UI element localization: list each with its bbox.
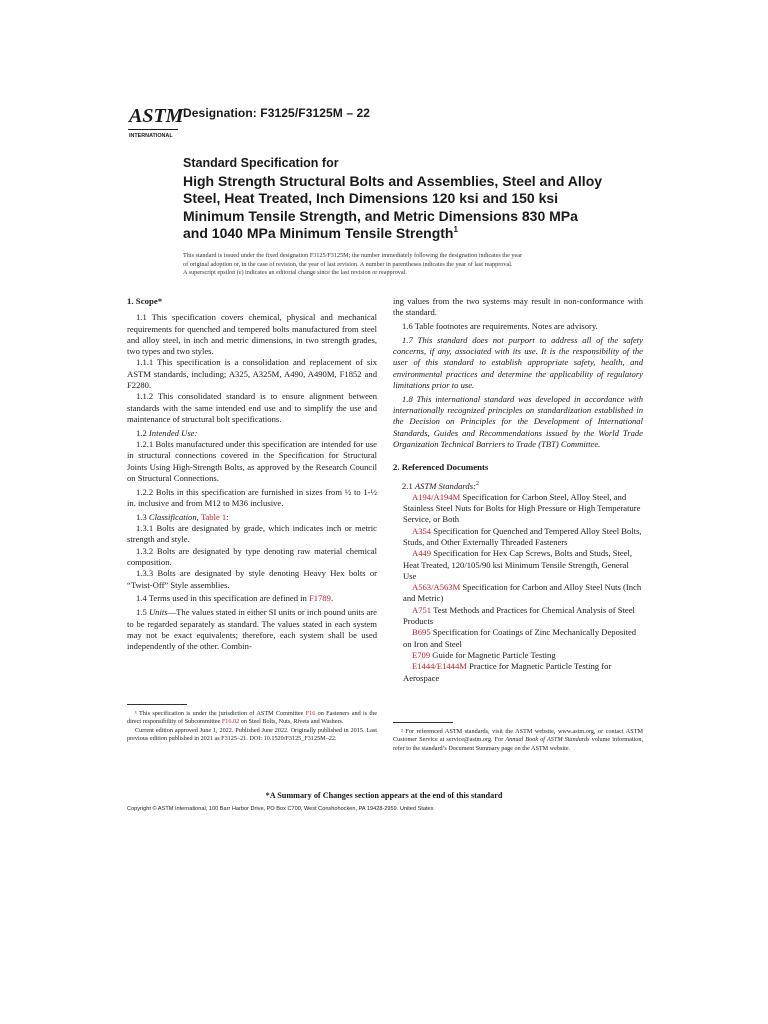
f16-link[interactable]: F16 [305, 710, 316, 717]
scope-heading: 1. Scope* [127, 296, 163, 306]
reference-list [393, 492, 643, 684]
para-1-7: 1.7 This standard does not purport to address all of the safety concerns, if any, associated with its use. It is the responsibility of the user of this standard to establish appropriate safety, health, and environmental practices and determine the applicability of regulatory limitations prior to use. [393, 334, 643, 391]
reference-code-link[interactable]: B695 [412, 627, 431, 638]
reference-item: A563/A563M Specification for Carbon and Alloy Steel Nuts (Inch and Metric) [403, 582, 642, 604]
reference-code-link[interactable]: A449 [412, 548, 432, 559]
footnote-divider-left [127, 704, 187, 705]
footnote-divider-right [393, 722, 453, 723]
para-1-3-2: 1.3.2 Bolts are designated by type denoting raw material chemical composition. [127, 545, 377, 568]
copyright: Copyright © ASTM International, 100 Barr Harbor Drive, PO Box C700, West Conshohocken, PA 19428-2959. United States [127, 806, 434, 812]
reference-item: A449 Specification for Hex Cap Screws, Bolts and Studs, Steel, Heat Treated, 120/105/90 ksi Minimum Tensile Strength, General Use [403, 548, 633, 581]
reference-code-link[interactable]: A563/A563M [412, 582, 461, 593]
issue-note: This standard is issued under the fixed designation F3125/F3125M; the number immediately following the designation indicates the year of original adoption or, in the case of revision, the year of last revision. A number in parentheses indicates the year of last reapproval. A superscript epsilon (ε) indicates an editorial change since the last revision or reapproval. [183, 252, 523, 277]
para-1-3-1: 1.3.1 Bolts are designated by grade, which indicates inch or metric strength and style. [127, 523, 377, 545]
reference-item: A751 Test Methods and Practices for Chemical Analysis of Steel Products [403, 604, 635, 627]
svg-text:INTERNATIONAL: INTERNATIONAL [129, 133, 173, 139]
para-1-5-cont: ing values from the two systems may result in non-conformance with the standard. [393, 296, 643, 318]
svg-text:ASTM: ASTM [129, 105, 184, 127]
para-1-1: 1.1 This specification covers chemical, physical and mechanical requirements for quenched and tempered bolts manufactured from steel and alloy steel, in inch and metric dimensions, in two strength grades, two types and two styles. [127, 312, 377, 357]
para-1-2-2: 1.2.2 Bolts in this specification are furnished in sizes from ½ to 1-½ in. inclusive and from M12 to M36 inclusive. [127, 486, 377, 509]
summary-note: *A Summary of Changes section appears at the end of this standard [265, 791, 503, 800]
designation: Designation: F3125/F3125M – 22 [183, 106, 371, 120]
reference-code-link[interactable]: A751 [412, 604, 432, 615]
reference-item: A194/A194M Specification for Carbon Steel, Alloy Steel, and Stainless Steel Nuts for Bolts for High Pressure or High Temperature Service, or Both [403, 491, 641, 525]
reference-code-link[interactable]: A354 [412, 525, 432, 536]
table-1-link[interactable]: Table 1 [200, 511, 227, 522]
reference-code-link[interactable]: A194/A194M [412, 491, 461, 502]
reference-item: A354 Specification for Quenched and Tempered Alloy Steel Bolts, Studs, and Other Externally Threaded Fasteners [403, 525, 642, 547]
astm-logo [128, 98, 184, 142]
f16-02-link[interactable]: F16.02 [221, 718, 240, 726]
para-1-3: 1.3 Classification, Table 1: [136, 511, 229, 522]
footnote-1: ¹ This specification is under the jurisdiction of ASTM Committee F16 on Fasteners and is the direct responsibility of Subcommittee F16.02 on Steel Bolts, Nuts, Rivets and Washers. Current edition approved June 1, 2022. Published June 2022. Originally published in 2015. Last previous edition published in 2021 as F3125–21. DOI: 10.1520/F3125_F3125M–22. [127, 710, 377, 743]
referenced-documents-heading: 2. Referenced Documents [393, 462, 489, 473]
footnote-2: ² For referenced ASTM standards, visit the ASTM website, www.astm.org, or contact ASTM Customer Service at service@astm.org. For Annual Book of ASTM Standards volume information, refer to the standard’s Document Summary page on the ASTM website. [393, 728, 644, 752]
reference-item: E709 Guide for Magnetic Particle Testing [412, 649, 556, 660]
document-title [183, 155, 603, 243]
para-1-2-1: 1.2.1 Bolts manufactured under this specification are intended for use in structural connections covered in the Specification for Structural Joints Using High-Strength Bolts, as approved by the Research Council on Structural Connections. [127, 439, 377, 483]
left-column [127, 296, 377, 652]
para-1-3-3: 1.3.3 Bolts are designated by style denoting Heavy Hex bolts or “Twist-Off” Style assemblies. [127, 568, 377, 590]
right-column [393, 296, 643, 684]
para-1-4: 1.4 Terms used in this specification are defined in F1789. [136, 593, 334, 604]
para-1-8: 1.8 This international standard was developed in accordance with internationally recognized principles on standardization established in the Decision on Principles for the Development of International Standards, Guides and Recommendations issued by the World Trade Organization Technical Barriers to Trade (TBT) Committee. [393, 393, 643, 450]
reference-item: B695 Specification for Coatings of Zinc Mechanically Deposited on Iron and Steel [403, 627, 637, 649]
para-1-5: 1.5 Units—The values stated in either SI units or inch pound units are to be regarded separately as standard. The values stated in each system may not be exact equivalents; therefore, each system shall be used independently of the other. Combin- [127, 607, 377, 652]
title-main: High Strength Structural Bolts and Assemblies, Steel and Alloy Steel, Heat Treated, Inch Dimensions 120 ksi and 150 ksi Minimum Tensile Strength, and Metric Dimensions 830 MPa and 1040 MPa Minimum Tensile Strength$^1$ [183, 172, 603, 241]
reference-code-link[interactable]: E1444/E1444M [412, 661, 467, 672]
reference-code-link[interactable]: E709 [412, 649, 431, 660]
f1789-link[interactable]: F1789 [309, 593, 331, 604]
para-1-1-1: 1.1.1 This specification is a consolidation and replacement of six ASTM standards, including; A325, A325M, A490, A490M, F1852 and F2280. [127, 357, 377, 391]
title-line1: Standard Specification for [183, 156, 339, 170]
para-1-6: 1.6 Table footnotes are requirements. Notes are advisory. [402, 321, 598, 332]
reference-item: E1444/E1444M Practice for Magnetic Particle Testing for Aerospace [403, 661, 612, 683]
para-1-2: 1.2 Intended Use: [136, 427, 198, 438]
para-2-1: 2.1 ASTM Standards:$^2$ [402, 480, 479, 491]
para-1-1-2: 1.1.2 This consolidated standard is to ensure alignment between standards with the same intended end use and to simplify the use and maintenance of structural bolt specifications. [127, 391, 377, 424]
